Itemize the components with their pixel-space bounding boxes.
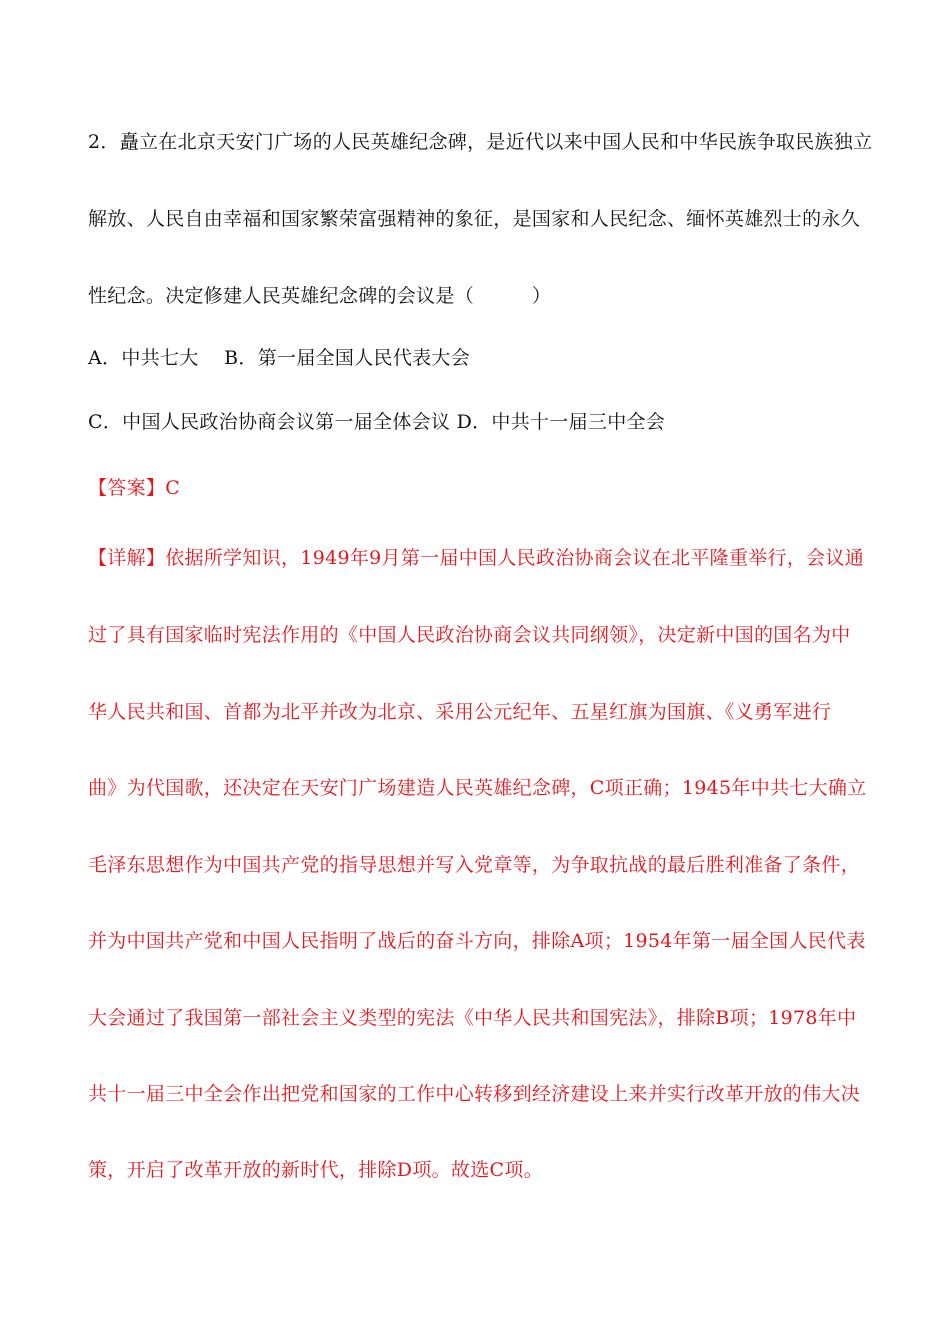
explanation-line-4: 曲》为代国歌，还决定在天安门广场建造人民英雄纪念碑，C项正确；1945年中共七大确立 <box>88 777 867 799</box>
question-line-3: 性纪念。决定修建人民英雄纪念碑的会议是（ ） <box>88 285 552 307</box>
explanation-line-7: 大会通过了我国第一部社会主义类型的宪法《中华人民共和国宪法》，排除B项；1978年中 <box>88 1007 857 1029</box>
explanation-line-9: 策，开启了改革开放的新时代，排除D项。故选C项。 <box>88 1159 543 1181</box>
explanation-line-2: 过了具有国家临时宪法作用的《中国人民政治协商会议共同纲领》，决定新中国的国名为中 <box>88 624 851 646</box>
explanation-line-5: 毛泽东思想作为中国共产党的指导思想并写入党章等，为争取抗战的最后胜利准备了条件， <box>88 854 861 876</box>
explanation-line-6: 并为中国共产党和中国人民指明了战后的奋斗方向，排除A项；1954年第一届全国人民代表 <box>88 930 866 952</box>
options-row-2: C．中国人民政治协商会议第一届全体会议 D．中共十一届三中全会 <box>88 411 666 433</box>
explanation-line-8: 共十一届三中全会作出把党和国家的工作中心转移到经济建设上来并实行改革开放的伟大决 <box>88 1083 861 1105</box>
answer-label: 【答案】C <box>88 477 181 499</box>
options-row-1: A．中共七大 B．第一届全国人民代表大会 <box>88 347 471 369</box>
explanation-line-1: 【详解】依据所学知识，1949年9月第一届中国人民政治协商会议在北平隆重举行，会议通 <box>88 547 865 569</box>
question-line-2: 解放、人民自由幸福和国家繁荣富强精神的象征，是国家和人民纪念、缅怀英雄烈士的永久 <box>88 208 861 230</box>
question-line-1: 2．矗立在北京天安门广场的人民英雄纪念碑，是近代以来中国人民和中华民族争取民族独立 <box>88 131 873 153</box>
explanation-line-3: 华人民共和国、首都为北平并改为北京、采用公元纪年、五星红旗为国旗、《义勇军进行 <box>88 701 832 723</box>
